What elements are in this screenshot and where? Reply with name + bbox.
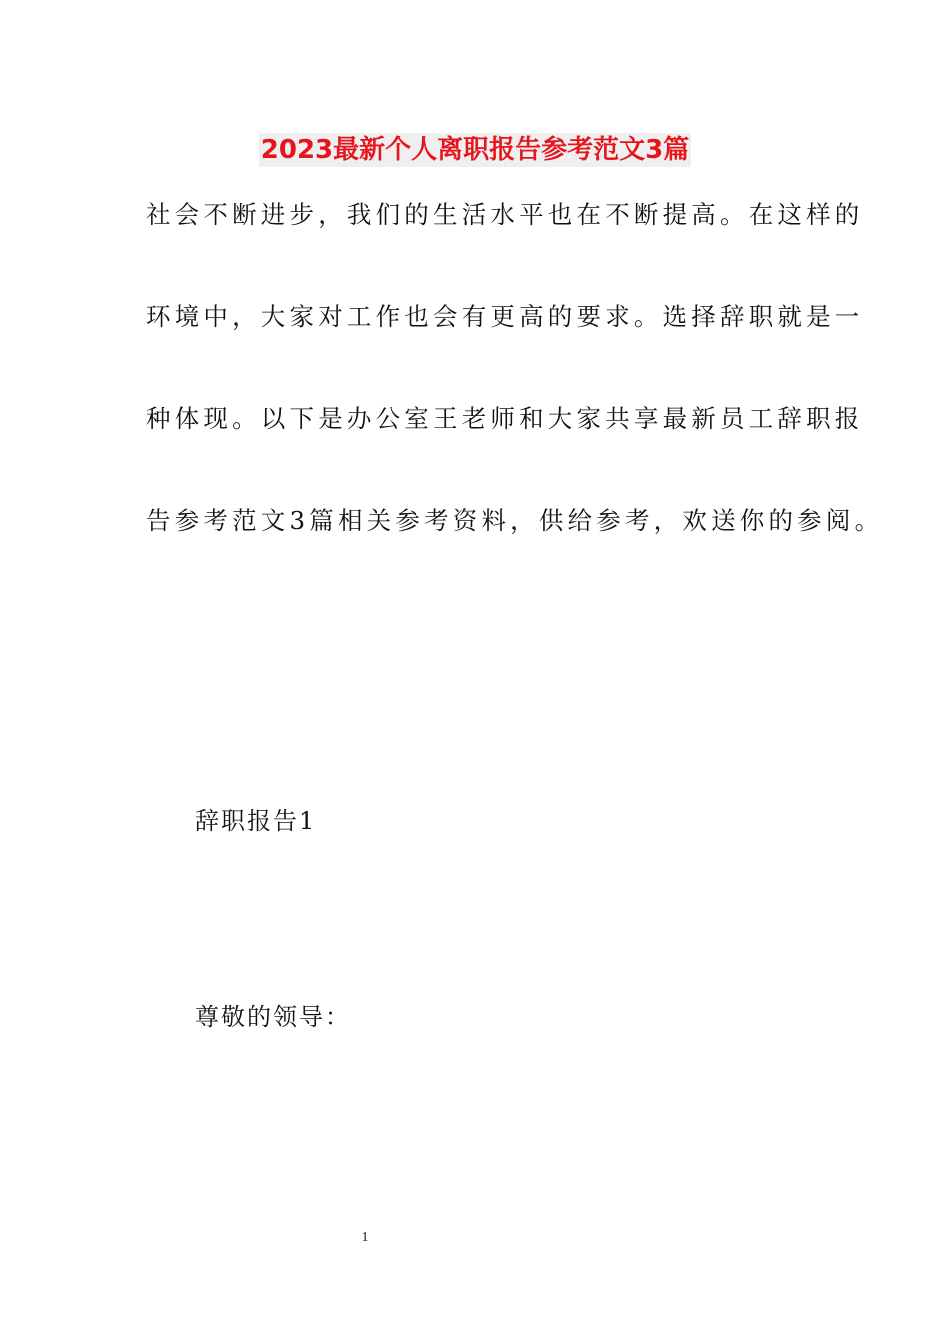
intro-line: 告参考范文3篇相关参考资料，供给参考，欢送你的参阅。 [146,506,884,535]
title-container [0,133,950,167]
intro-line: 环境中，大家对工作也会有更高的要求。选择辞职就是一 [146,302,864,331]
page-number: 1 [361,1230,369,1245]
intro-paragraph [146,200,884,608]
section-heading: 辞职报告1 [195,807,317,835]
document-title: 2023最新个人离职报告参考范文3篇 [260,135,690,165]
intro-line: 社会不断进步，我们的生活水平也在不断提高。在这样的 [146,200,864,229]
salutation: 尊敬的领导： [195,1003,351,1031]
intro-line: 种体现。以下是办公室王老师和大家共享最新员工辞职报 [146,404,864,433]
